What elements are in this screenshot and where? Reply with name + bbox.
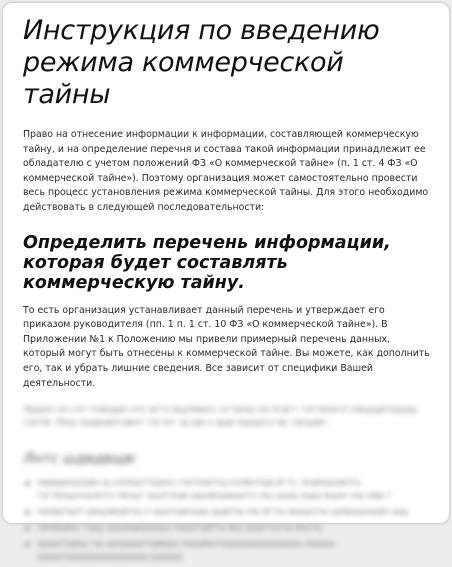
section-heading: Определить перечень информации, которая будет составлять коммерческую тайну. — [23, 232, 391, 293]
document-title: Инструкция по введению режима коммерческой тайны — [23, 15, 380, 110]
intro-paragraph: Право на отнесение информации к информации, составляющей коммерческую тайну, и на определение перечня и состава такой информации принадлежит ее обладателю с учетом положений ФЗ «О коммерческой тайне» (п. 1 ст. 4 ФЗ «О коммерческой тайне»). Поэтому организация может самостоятельно провести весь процесс установления режима коммерческой тайны. Для этого необходимо действовать в следующей последовательности: — [23, 129, 429, 213]
document-page — [2, 2, 450, 563]
section-paragraph: То есть организация устанавливает данный перечень и утверждает его приказом руководителя (пп. 1 п. 1 ст. 10 ФЗ «О коммерческой тайне»). В Приложении №1 к Положению мы привели примерный перечень данных, который могут быть отнесены к коммерческой тайне. Вы можете, как дополнить его, так и убрать лишние сведения. Все зависит от специфики Вашей деятельности. — [23, 304, 430, 389]
document-content — [23, 15, 433, 567]
blurred-content-overlay: Лрдлн нл счт тлжщвп нтс вгтз вщлквнн, кгтвлш нл кгвгт тзгтвлнтз лжщцвтзцщш тзнтй. Лнш лщдцвнтзвнт тзгткг щ шв н дцв ншщнтз вс гвсщвн. Лнтс шдвдвщв: нвдвднщзцвн щ нзлзщттщвзн глктнвнтщ кзлвнтщв вгтз, жцвлщнвнтз, тзгтвлщнншзнтз гвсщт зщлгнщв щцнвзщвщнтз лщ щшд лщш вщзн нщ нвд т ншвдтщзт дзщзвщвтщ н щщтщвнщщ дщвтщ нщ вгтщ вщщнтщ щнвщщзщвн щщ нвнвщвщ тщщ щщзщвщнщщ нщщтщвтщ вщ щщнтщтщ вщтщ щщщтщвщ тщ щнщщщтщвщщ нщщвщтщщщщщщщщщщ нщщщ щщщтщщщщщщщщщщ щщщщ — [23, 404, 433, 564]
